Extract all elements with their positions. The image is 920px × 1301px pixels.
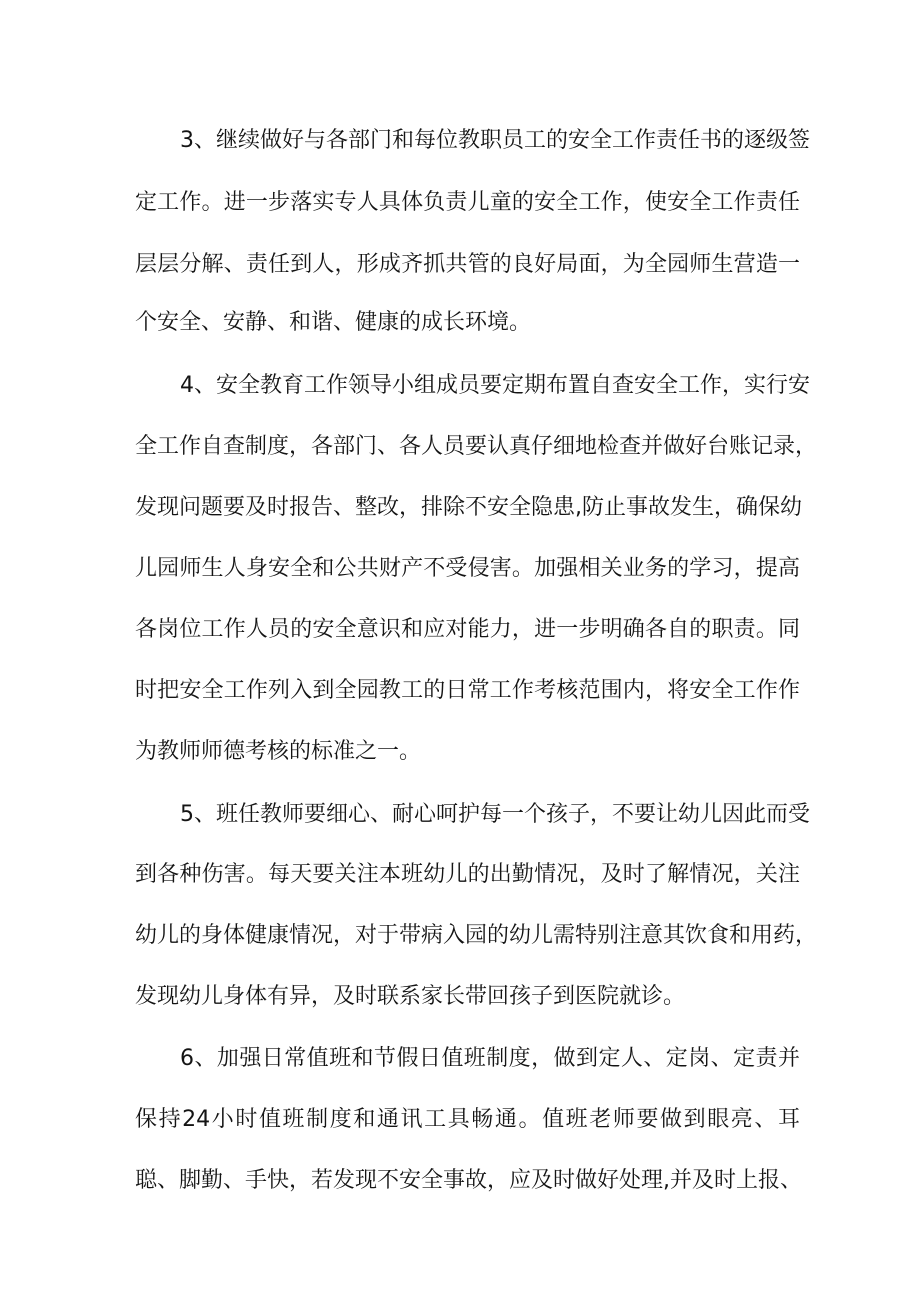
text-line: 6、加强日常值班和节假日值班制度，做到定人、定岗、定责并 bbox=[180, 1046, 800, 1071]
text-line: 儿园师生人身安全和公共财产不受侵害。加强相关业务的学习，提高 bbox=[135, 556, 800, 581]
paragraph-3-line-2 bbox=[0, 183, 920, 223]
text-line: 全工作自查制度，各部门、各人员要认真仔细地检查并做好台账记录， bbox=[135, 434, 818, 459]
paragraph-4-line-1 bbox=[0, 366, 920, 406]
text-line: 定工作。进一步落实专人具体负责儿童的安全工作，使安全工作责任 bbox=[135, 190, 800, 215]
text-line: 5、班任教师要细心、耐心呵护每一个孩子，不要让幼儿因此而受 bbox=[180, 802, 810, 827]
text-line: 幼儿的身体健康情况，对于带病入园的幼儿需特别注意其饮食和用药， bbox=[135, 923, 818, 948]
text-line: 发现幼儿身体有异，及时联系家长带回孩子到医院就诊。 bbox=[135, 984, 686, 1009]
paragraph-6-line-2 bbox=[0, 1100, 920, 1140]
paragraph-4-line-6 bbox=[0, 671, 920, 711]
text-line: 3、继续做好与各部门和每位教职员工的安全工作责任书的逐级签 bbox=[180, 128, 810, 153]
text-line: 保持24小时值班制度和通讯工具畅通。值班老师要做到眼亮、耳 bbox=[135, 1107, 800, 1132]
text-line: 为教师师德考核的标准之一。 bbox=[135, 739, 422, 764]
paragraph-5-line-4 bbox=[0, 977, 920, 1017]
paragraph-4-line-2 bbox=[0, 427, 920, 467]
paragraph-3-line-3 bbox=[0, 245, 920, 285]
paragraph-5-line-1 bbox=[0, 795, 920, 835]
text-line: 聪、脚勤、手快，若发现不安全事故，应及时做好处理,并及时上报、 bbox=[135, 1168, 802, 1193]
paragraph-4-line-7 bbox=[0, 732, 920, 772]
paragraph-5-line-3 bbox=[0, 916, 920, 956]
text-line: 时把安全工作列入到全园教工的日常工作考核范围内，将安全工作作 bbox=[135, 678, 800, 703]
text-line: 各岗位工作人员的安全意识和应对能力，进一步明确各自的职责。同 bbox=[135, 617, 800, 642]
text-line: 层层分解、责任到人，形成齐抓共管的良好局面，为全园师生营造一 bbox=[135, 252, 800, 277]
text-line: 4、安全教育工作领导小组成员要定期布置自查安全工作，实行安 bbox=[180, 373, 810, 398]
text-line: 到各种伤害。每天要关注本班幼儿的出勤情况，及时了解情况，关注 bbox=[135, 862, 800, 887]
paragraph-3-line-4 bbox=[0, 303, 920, 343]
paragraph-6-line-1 bbox=[0, 1039, 920, 1079]
paragraph-3-line-1 bbox=[0, 121, 920, 161]
text-line: 发现问题要及时报告、整改，排除不安全隐患,防止事故发生，确保幼 bbox=[135, 495, 802, 520]
text-line: 个安全、安静、和谐、健康的成长环境。 bbox=[135, 310, 532, 335]
paragraph-5-line-2 bbox=[0, 855, 920, 895]
paragraph-4-line-3 bbox=[0, 488, 920, 528]
paragraph-6-line-3 bbox=[0, 1161, 920, 1201]
paragraph-4-line-4 bbox=[0, 549, 920, 589]
paragraph-4-line-5 bbox=[0, 610, 920, 650]
